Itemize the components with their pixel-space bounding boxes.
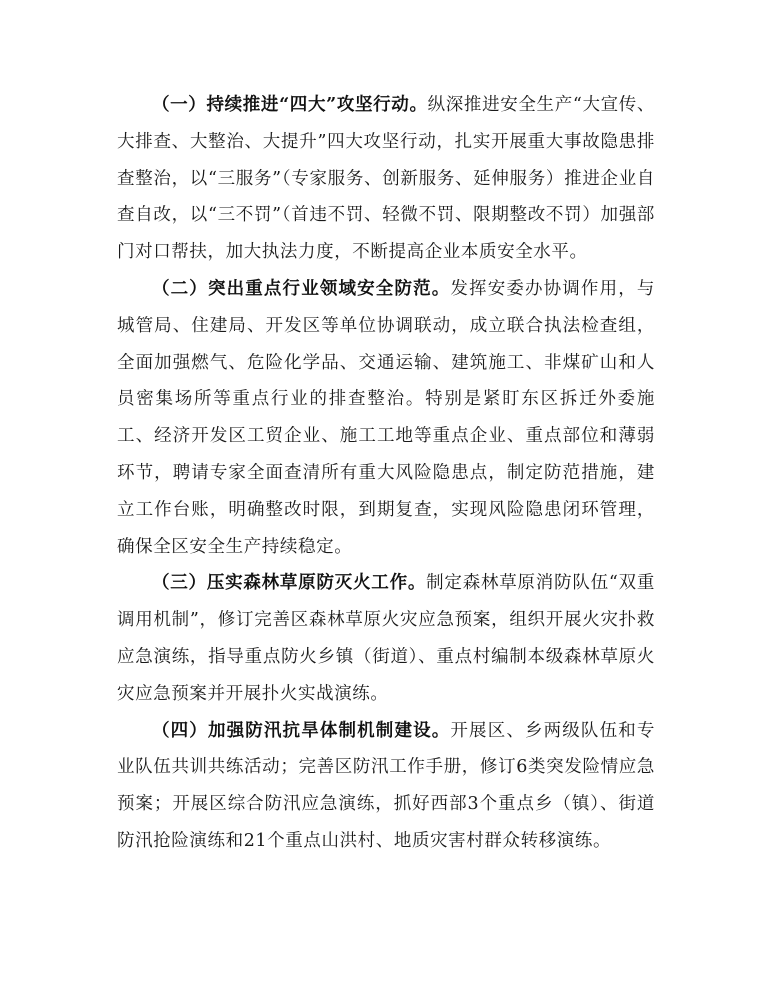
paragraph-4-text: 开展区、乡两级队伍和专业队伍共训共练活动；完善区防汛工作手册，修订6类突发险情应急预案；开展区综合防汛应急演练，抓好西部3个重点乡（镇）、街道防汛抢险演练和21个重点山洪村、地质灾害村群众转移演练。 [117,720,655,851]
paragraph-3 [117,565,655,712]
paragraph-1 [117,87,655,271]
paragraph-3-heading: （三）压实森林草原防灭火工作。 [152,573,427,594]
paragraph-2-text: 发挥安委办协调作用，与城管局、住建局、开发区等单位协调联动，成立联合执法检查组，全面加强燃气、危险化学品、交通运输、建筑施工、非煤矿山和人员密集场所等重点行业的排查整治。特别是紧盯东区拆迁外委施工、经济开发区工贸企业、施工工地等重点企业、重点部位和薄弱环节，聘请专家全面查清所有重大风险隐患点，制定防范措施，建立工作台账，明确整改时限，到期复查，实现风险隐患闭环管理，确保全区安全生产持续稳定。 [117,278,655,557]
paragraph-2-heading: （二）突出重点行业领域安全防范。 [152,278,451,299]
paragraph-1-text: 纵深推进安全生产“大宣传、大排查、大整治、大提升”四大攻坚行动，扎实开展重大事故隐患排查整治，以“三服务”（专家服务、创新服务、延伸服务）推进企业自查自改，以“三不罚”（首违不罚、轻微不罚、限期整改不罚）加强部门对口帮扶，加大执法力度，不断提高企业本质安全水平。 [117,95,656,263]
paragraph-3-text: 制定森林草原消防队伍“双重调用机制”，修订完善区森林草原火灾应急预案，组织开展火灾扑救应急演练，指导重点防火乡镇（街道）、重点村编制本级森林草原火灾应急预案并开展扑火实战演练。 [117,573,655,704]
paragraph-1-heading: （一）持续推进“四大”攻坚行动。 [152,95,428,115]
document-body [117,87,655,860]
paragraph-2 [117,271,655,565]
paragraph-4 [117,713,655,860]
paragraph-4-heading: （四）加强防汛抗旱体制机制建设。 [152,720,451,741]
